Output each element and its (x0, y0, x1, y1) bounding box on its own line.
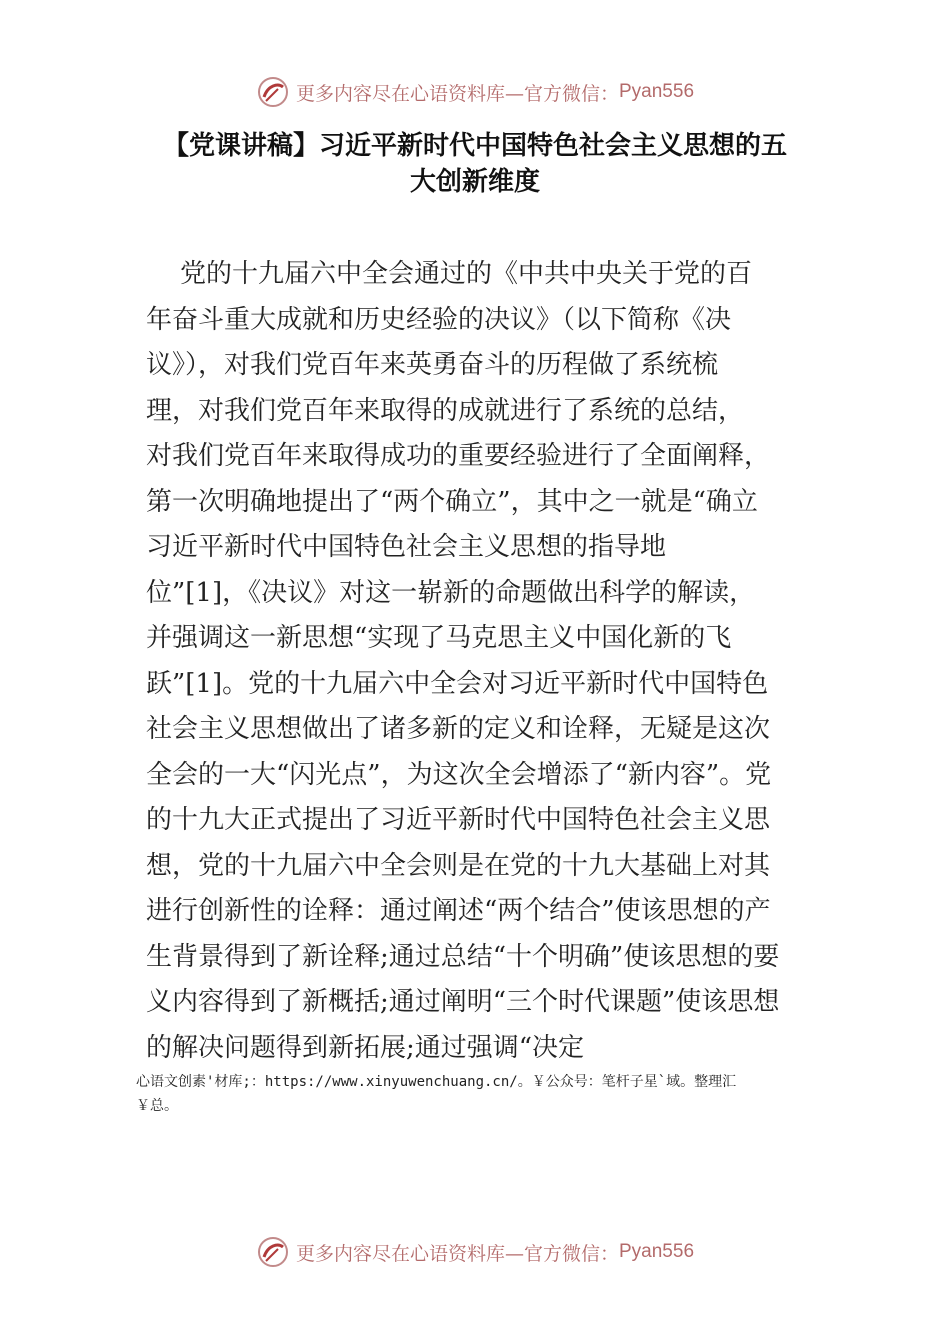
body-line: 议》），对我们党百年来英勇奋斗的历程做了系统梳 (146, 350, 719, 380)
body-paragraph (146, 252, 816, 1071)
footnote-line-1: 心语文创素'材库;：https://www.xinyuwenchuang.cn/。￥公众号：笔杆子星`域。整理汇 (136, 1074, 737, 1090)
brand-logo-icon (256, 75, 290, 109)
body-line: 生背景得到了新诠释;通过总结“十个明确”使该思想的要 (146, 941, 780, 972)
body-line: 的十九大正式提出了习近平新时代中国特色社会主义思 (146, 805, 771, 835)
banner-text: 更多内容尽在心语资料库—官方微信： (295, 82, 619, 105)
brand-logo-icon (256, 1235, 290, 1269)
body-line: 跃”[1]。党的十九届六中全会对习近平新时代中国特色 (146, 668, 769, 699)
body-line: 习近平新时代中国特色社会主义思想的指导地 (146, 532, 667, 562)
banner-wechat-id: Pyan556 (619, 81, 695, 102)
source-footnote (136, 1070, 826, 1118)
footer-banner (0, 1232, 950, 1272)
page-title (120, 128, 830, 200)
body-line: 第一次明确地提出了“两个确立”，其中之一就是“确立 (146, 486, 758, 517)
body-line: 年奋斗重大成就和历史经验的决议》（以下简称《决 (146, 304, 732, 335)
body-line: 社会主义思想做出了诸多新的定义和诠释，无疑是这次 (146, 714, 771, 744)
title-line-1: 【党课讲稿】习近平新时代中国特色社会主义思想的五 (162, 131, 787, 161)
body-line: 全会的一大“闪光点”，为这次全会增添了“新内容”。党 (146, 759, 772, 790)
body-line: 位”[1]，《决议》对这一崭新的命题做出科学的解读， (146, 577, 756, 608)
banner-wechat-id: Pyan556 (619, 1241, 695, 1262)
header-banner (0, 72, 950, 112)
body-line: 并强调这一新思想“实现了马克思主义中国化新的飞 (146, 623, 732, 653)
banner-text: 更多内容尽在心语资料库—官方微信： (295, 1242, 619, 1265)
body-line: 对我们党百年来取得成功的重要经验进行了全面阐释， (146, 441, 771, 471)
body-line: 想，党的十九届六中全会则是在党的十九大基础上对其 (146, 850, 771, 881)
body-line: 的解决问题得到新拓展;通过强调“决定 (146, 1032, 585, 1063)
body-line: 进行创新性的诠释：通过阐述“两个结合”使该思想的产 (146, 896, 771, 926)
body-line: 理，对我们党百年来取得的成就进行了系统的总结， (146, 395, 745, 426)
title-line-2: 大创新维度 (409, 167, 540, 197)
body-line: 党的十九届六中全会通过的《中共中央关于党的百 (180, 259, 753, 289)
footnote-line-2: ￥总。 (136, 1098, 178, 1114)
body-line: 义内容得到了新概括;通过阐明“三个时代课题”使该思想 (146, 987, 780, 1017)
